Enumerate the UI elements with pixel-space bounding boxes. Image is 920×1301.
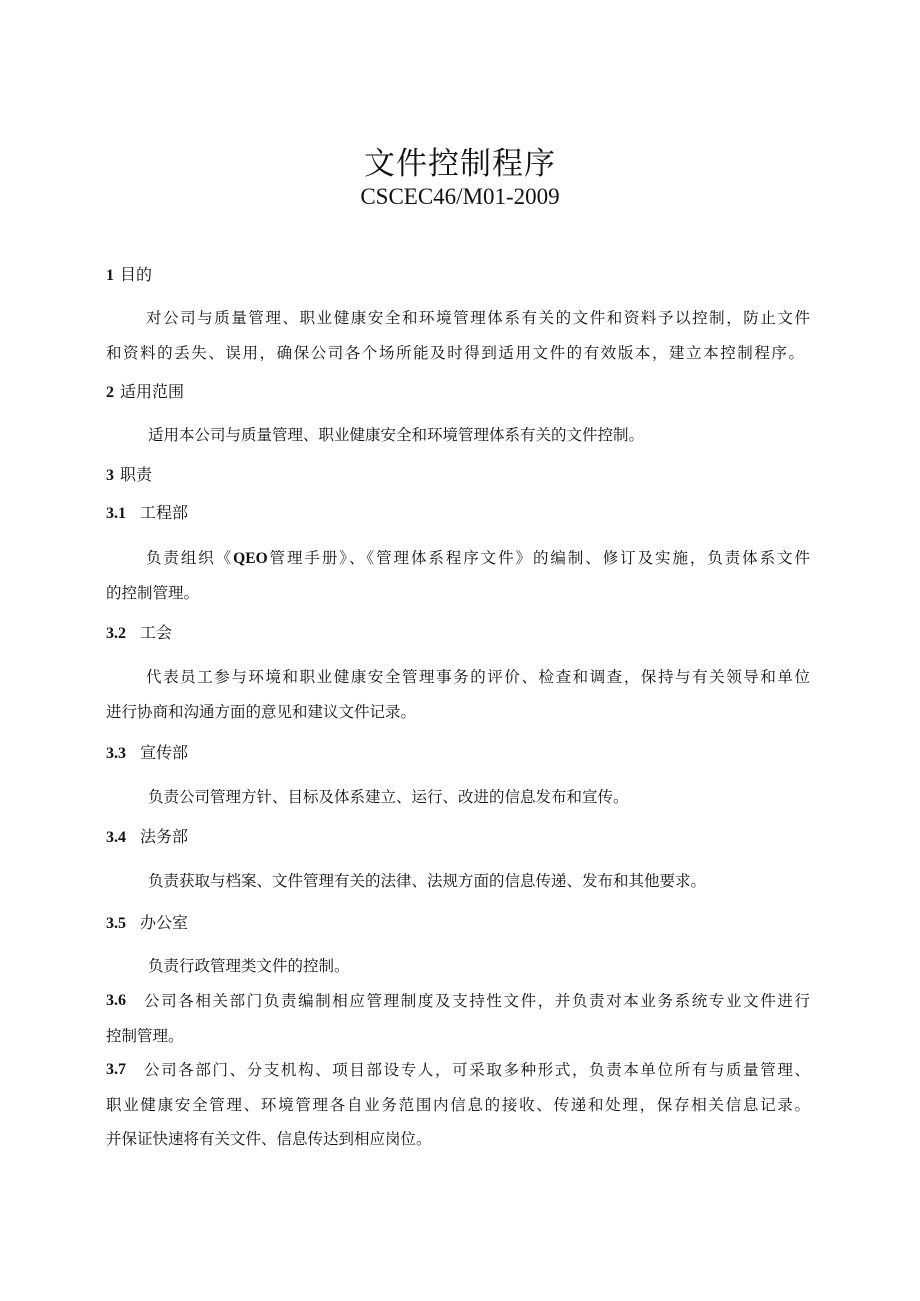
section-3-title: 职责 [120, 465, 153, 484]
section-1-heading [106, 262, 152, 285]
section-3-6-number: 3.6 [106, 992, 126, 1009]
section-3-7-number: 3.7 [106, 1061, 126, 1078]
section-3-5-number: 3.5 [106, 915, 126, 932]
section-3-3-text-line-1: 负责公司管理方针、目标及体系建立、运行、改进的信息发布和宣传。 [148, 788, 629, 806]
section-2-heading [106, 379, 184, 402]
section-3-2-number: 3.2 [106, 625, 126, 642]
section-3-2-heading [106, 620, 172, 643]
section-3-6-line-1 [106, 986, 810, 1016]
section-3-6-text-line-1: 公司各相关部门负责编制相应管理制度及支持性文件，并负责对本业务系统专业文件进行 [144, 992, 810, 1010]
section-3-5-title: 办公室 [140, 913, 189, 932]
section-1-text-line-2: 和资料的丢失、误用，确保公司各个场所能及时得到适用文件的有效版本，建立本控制程序。 [106, 344, 804, 362]
section-3-1-text-line-2: 的控制管理。 [106, 584, 200, 602]
section-3-1-number: 3.1 [106, 505, 126, 522]
section-2-text-line-1: 适用本公司与质量管理、职业健康安全和环境管理体系有关的文件控制。 [148, 426, 645, 444]
section-3-7-text-line-2: 职业健康安全管理、环境管理各自业务范围内信息的接收、传递和处理，保存相关信息记录。 [106, 1096, 810, 1114]
section-1-title: 目的 [120, 265, 153, 284]
section-3-3-number: 3.3 [106, 745, 126, 762]
section-3-7-line-1 [106, 1055, 810, 1085]
section-3-6-text-line-2: 控制管理。 [106, 1027, 184, 1045]
section-3-heading [106, 462, 152, 485]
section-3-4-text-line-1: 负责获取与档案、文件管理有关的法律、法规方面的信息传递、发布和其他要求。 [148, 872, 707, 890]
section-3-2-text-line-1: 代表员工参与环境和职业健康安全管理事务的评价、检查和调查，保持与有关领导和单位 [146, 668, 810, 686]
section-3-1-text-pre: 负责组织《 [146, 549, 234, 567]
section-3-7-text-line-1: 公司各部门、分支机构、项目部设专人，可采取多种形式，负责本单位所有与质量管理、 [144, 1061, 810, 1079]
section-3-1-heading [106, 500, 188, 523]
section-3-5-heading [106, 910, 188, 933]
section-3-4-heading [106, 824, 188, 847]
section-3-1-title: 工程部 [140, 503, 189, 522]
section-3-1-text-line-1 [146, 543, 810, 574]
section-3-number: 3 [106, 467, 114, 484]
section-3-1-text-bold: QEO [233, 550, 268, 567]
section-3-7-text-line-3: 并保证快速将有关文件、信息传达到相应岗位。 [106, 1130, 432, 1148]
section-3-2-text-line-2: 进行协商和沟通方面的意见和建议文件记录。 [106, 703, 417, 721]
section-3-4-title: 法务部 [140, 827, 189, 846]
section-3-3-title: 宣传部 [140, 743, 189, 762]
section-3-2-title: 工会 [140, 623, 173, 642]
document-code: CSCEC46/M01-2009 [360, 184, 560, 209]
section-1-number: 1 [106, 267, 114, 284]
section-2-title: 适用范围 [120, 382, 185, 401]
section-1-text-line-1: 对公司与质量管理、职业健康安全和环境管理体系有关的文件和资料予以控制，防止文件 [146, 309, 810, 327]
section-3-5-text-line-1: 负责行政管理类文件的控制。 [148, 957, 350, 975]
section-3-3-heading [106, 740, 188, 763]
section-3-4-number: 3.4 [106, 829, 126, 846]
document-title: 文件控制程序 [364, 146, 556, 182]
section-2-number: 2 [106, 384, 114, 401]
section-3-1-text-post: 管理手册》、《管理体系程序文件》的编制、修订及实施，负责体系文件 [267, 549, 810, 567]
